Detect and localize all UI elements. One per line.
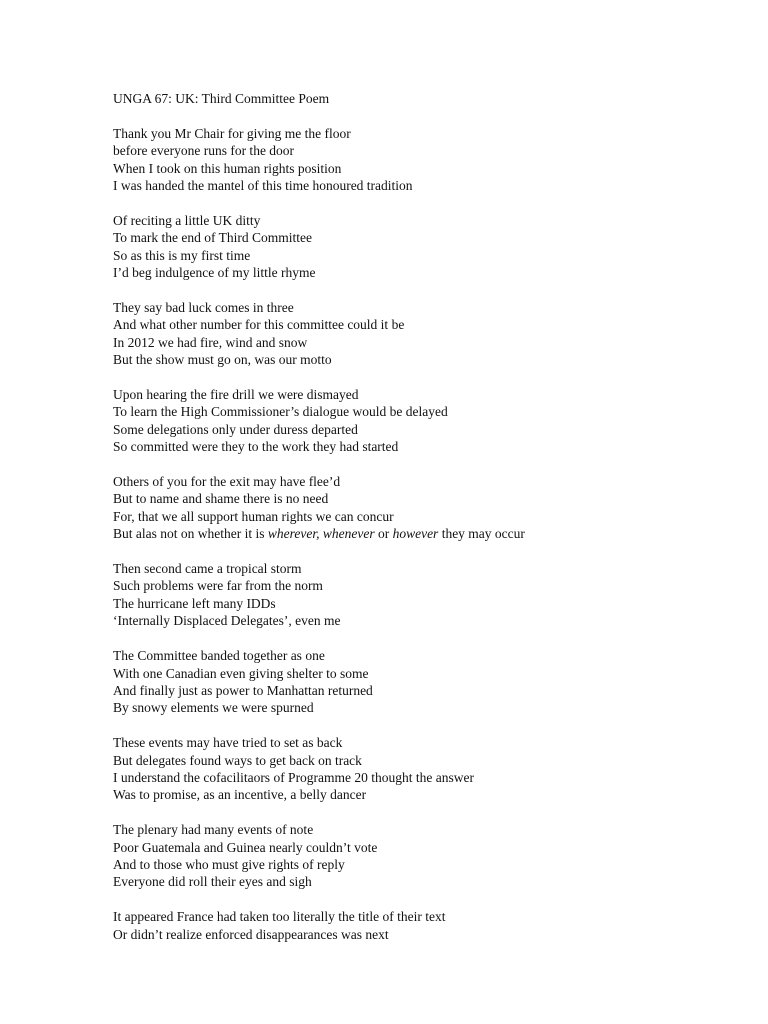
poem-line: The Committee banded together as one [113,648,325,664]
poem-line: And finally just as power to Manhattan returned [113,682,373,698]
poem-line: To learn the High Commissioner’s dialogue would be delayed [113,404,448,420]
poem-line: Was to promise, as an incentive, a belly dancer [113,787,367,803]
italic-text-segment: wherever, whenever [267,526,375,542]
text-segment: But alas not on whether it is [113,526,268,542]
poem-line: Thank you Mr Chair for giving me the floor [113,126,351,141]
poem-line: Of reciting a little UK ditty [113,213,261,229]
poem-line [113,525,713,542]
stanza [113,647,713,717]
poem-line: I understand the cofacilitaors of Programme 20 thought the answer [113,769,475,785]
poem-line: But the show must go on, was our motto [113,352,332,368]
stanza [113,299,713,369]
poem-line: before everyone runs for the door [113,143,295,159]
document-page [113,90,713,960]
poem-line: Then second came a tropical storm [113,561,302,577]
poem-title: UNGA 67: UK: Third Committee Poem [113,91,330,106]
text-segment: or [374,526,393,542]
stanza [113,560,713,630]
poem-line: ‘Internally Displaced Delegates’, even me [113,613,341,629]
poem-line: But to name and shame there is no need [113,491,329,507]
poem-line: Others of you for the exit may have flee’d [113,474,341,490]
poem-line: Upon hearing the fire drill we were dismayed [113,387,359,403]
poem-line: These events may have tried to set as back [113,735,343,751]
poem-line: So committed were they to the work they had started [113,439,399,455]
italic-text-segment: however [392,526,439,542]
poem-body [113,125,713,943]
poem-line: The hurricane left many IDDs [113,595,276,611]
poem-line: The plenary had many events of note [113,822,314,838]
poem-line: Or didn’t realize enforced disappearances was next [113,926,389,942]
poem-line: With one Canadian even giving shelter to some [113,665,369,681]
poem-line: It appeared France had taken too literally the title of their text [113,909,446,925]
poem-line: By snowy elements we were spurned [113,700,314,716]
poem-line: When I took on this human rights position [113,160,342,176]
poem-line: Poor Guatemala and Guinea nearly couldn’t vote [113,839,378,855]
stanza [113,821,713,891]
stanza [113,125,713,195]
poem-line: So as this is my first time [113,247,251,263]
poem-line: Such problems were far from the norm [113,578,323,594]
poem-line: To mark the end of Third Committee [113,230,313,246]
stanza [113,908,713,943]
poem-line: I’d beg indulgence of my little rhyme [113,265,316,281]
text-segment: they may occur [438,526,525,542]
poem-line: They say bad luck comes in three [113,300,294,316]
poem-line: Some delegations only under duress departed [113,421,358,437]
poem-line: And to those who must give rights of reply [113,856,345,872]
poem-line: I was handed the mantel of this time honoured tradition [113,178,413,194]
poem-line: Everyone did roll their eyes and sigh [113,874,312,890]
poem-line: For, that we all support human rights we can concur [113,508,394,524]
stanza [113,386,713,456]
stanza [113,212,713,282]
poem-line: In 2012 we had fire, wind and snow [113,334,308,350]
poem-line: But delegates found ways to get back on track [113,752,362,768]
stanza [113,734,713,804]
poem-line: And what other number for this committee could it be [113,317,405,333]
stanza [113,473,713,543]
